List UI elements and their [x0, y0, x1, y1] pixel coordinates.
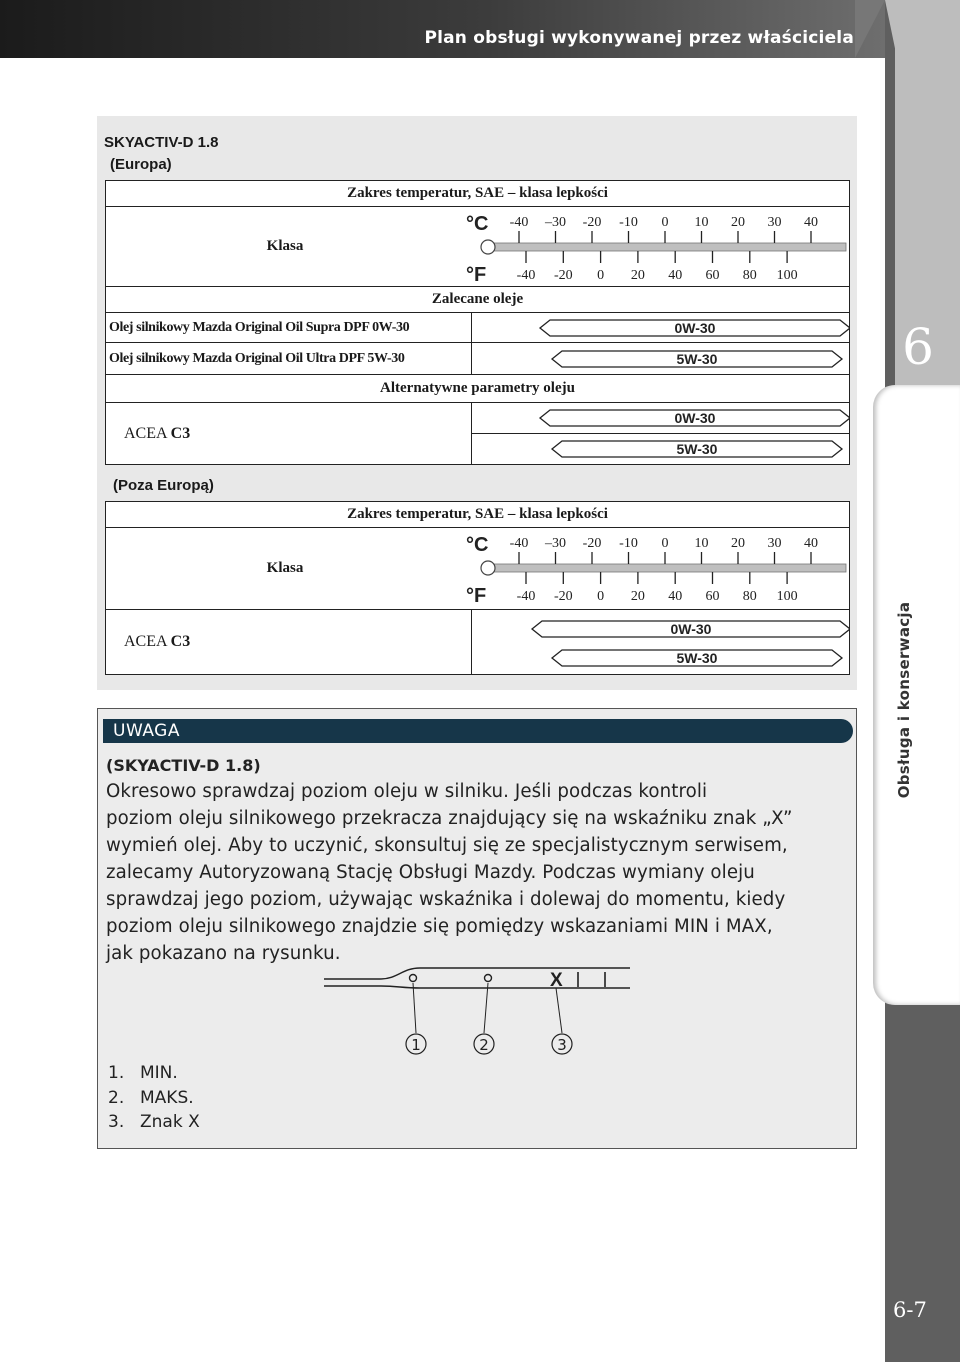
- legend-item-min: [108, 1063, 178, 1083]
- outside-range-header-row: [106, 502, 849, 528]
- oil-row-ultra: [106, 343, 849, 375]
- range-header: Zakres temperatur, SAE – klasa lepkości: [347, 506, 608, 522]
- europe-class-row: [106, 207, 849, 287]
- fahrenheit-tick-label: 0: [597, 268, 605, 283]
- celsius-tick-label: 40: [804, 536, 818, 551]
- grade-bar-cell: [472, 313, 849, 342]
- legend-num: 1.: [108, 1063, 125, 1083]
- fahrenheit-tick-label: -40: [516, 268, 536, 283]
- celsius-tick-label: 20: [731, 536, 745, 551]
- warning-text: [106, 778, 851, 967]
- europe-range-header-row: [106, 181, 849, 207]
- celsius-tick-label: 10: [694, 536, 709, 551]
- fahrenheit-tick-label: -20: [553, 268, 573, 283]
- alternative-header: Alternatywne parametry oleju: [380, 380, 575, 396]
- class-label: Klasa: [266, 560, 304, 576]
- class-label: Klasa: [266, 238, 304, 254]
- legend-item-max: [108, 1088, 194, 1108]
- temperature-scale: [464, 528, 849, 609]
- thermometer-bulb: [481, 561, 495, 575]
- acea-class: C3: [170, 633, 191, 650]
- celsius-tick-label: –30: [545, 215, 566, 230]
- europe-table: [105, 180, 850, 465]
- max-mark: [485, 975, 492, 982]
- grade-bar-5w30: [472, 643, 850, 673]
- grade-label: 0W-30: [674, 320, 716, 336]
- outside-class-row: [106, 528, 849, 610]
- grade-bar-0w30: [472, 614, 850, 644]
- page-number: 6-7: [893, 1298, 927, 1322]
- callout-3-label: 3: [557, 1036, 567, 1054]
- x-mark: X: [550, 970, 563, 991]
- celsius-unit: °C: [466, 213, 489, 235]
- grade-label: 5W-30: [676, 441, 718, 457]
- fahrenheit-tick-label: 60: [705, 589, 720, 604]
- acea-grade-cell: [472, 403, 849, 464]
- celsius-tick-label: –30: [545, 536, 566, 551]
- temperature-scale-graphic: [464, 207, 850, 287]
- warning-line: poziom oleju silnikowego przekracza znajdujący się na wskaźniku znak „X”: [106, 808, 793, 829]
- acea-prefix: ACEA: [124, 424, 167, 442]
- side-tab-chapter[interactable]: [873, 385, 960, 1005]
- region-europe-title: (Europa): [110, 156, 172, 173]
- range-header: Zakres temperatur, SAE – klasa lepkości: [347, 185, 608, 201]
- thermometer-tube: [488, 243, 846, 251]
- warning-line: zalecamy Autoryzowaną Stację Obsługi Mazdy. Podczas wymiany oleju: [106, 862, 755, 883]
- fahrenheit-tick-label: 40: [668, 589, 683, 604]
- europe-alternative-header-row: [106, 375, 849, 403]
- oil-row-supra: [106, 313, 849, 343]
- recommended-header: Zalecane oleje: [431, 291, 524, 307]
- chapter-title: Obsługa i konserwacja: [895, 601, 913, 799]
- oil-name: Olej silnikowy Mazda Original Oil Supra DPF 0W-30: [109, 319, 410, 335]
- legend-item-x: [108, 1112, 200, 1132]
- figure-model-title: SKYACTIV-D 1.8: [104, 134, 219, 151]
- fahrenheit-tick-label: 40: [668, 268, 683, 283]
- celsius-tick-label: 0: [661, 536, 669, 551]
- europe-acea-row: [106, 403, 849, 464]
- europe-recommended-header-row: [106, 287, 849, 313]
- acea-cell: [106, 610, 472, 674]
- warning-label: UWAGA: [113, 721, 180, 741]
- fahrenheit-tick-label: 20: [630, 589, 645, 604]
- grade-bar-5w30: [472, 343, 850, 375]
- legend-text: Znak X: [140, 1112, 200, 1132]
- callout-1-label: 1: [411, 1036, 421, 1054]
- acea-cell: [106, 403, 472, 464]
- chapter-number: 6: [902, 318, 934, 376]
- warning-line: poziom oleju silnikowego znajdzie się pomiędzy wskazaniami MIN i MAX,: [106, 916, 773, 937]
- acea-grade-cell: [472, 610, 849, 674]
- grade-bar-5w30: [472, 434, 850, 464]
- callout-2-label: 2: [479, 1036, 489, 1054]
- fahrenheit-tick-label: 20: [630, 268, 645, 283]
- warning-line: jak pokazano na rysunku.: [106, 943, 341, 964]
- grade-label: 5W-30: [676, 351, 718, 367]
- fahrenheit-tick-label: 100: [776, 268, 798, 283]
- celsius-tick-label: -10: [619, 215, 638, 230]
- thermometer-tube: [488, 564, 846, 572]
- fahrenheit-tick-label: -40: [516, 589, 536, 604]
- celsius-tick-label: 0: [661, 215, 669, 230]
- temperature-scale: [464, 207, 849, 286]
- legend-text: MAKS.: [140, 1088, 194, 1108]
- warning-line: wymień olej. Aby to uczynić, skonsultuj się ze specjalistycznym serwisem,: [106, 835, 788, 856]
- celsius-unit: °C: [466, 534, 489, 556]
- oil-name-cell: [106, 313, 472, 342]
- fahrenheit-tick-label: 0: [597, 589, 605, 604]
- celsius-tick-label: 10: [694, 215, 709, 230]
- page-header-cap: [855, 0, 885, 58]
- warning-line: Okresowo sprawdzaj poziom oleju w silniku. Jeśli podczas kontroli: [106, 781, 708, 802]
- min-mark: [410, 975, 417, 982]
- acea-spec: [106, 425, 190, 443]
- outside-europe-table: [105, 501, 850, 675]
- dipstick-illustration: [320, 960, 640, 1060]
- legend-num: 3.: [108, 1112, 125, 1132]
- celsius-tick-label: -40: [509, 536, 529, 551]
- grade-label: 0W-30: [674, 410, 716, 426]
- grade-bar-0w30: [472, 403, 850, 433]
- legend-num: 2.: [108, 1088, 125, 1108]
- grade-label: 5W-30: [676, 650, 718, 666]
- outside-acea-row: [106, 610, 849, 674]
- grade-label: 0W-30: [670, 621, 712, 637]
- warning-line: sprawdzaj jego poziom, używając wskaźnika i dolewaj do momentu, kiedy: [106, 889, 786, 910]
- celsius-tick-label: 40: [804, 215, 818, 230]
- region-outside-europe-title: (Poza Europą): [113, 477, 214, 494]
- acea-spec: [106, 633, 190, 651]
- fahrenheit-tick-label: 100: [776, 589, 798, 604]
- thermometer-bulb: [481, 240, 495, 254]
- fahrenheit-tick-label: 80: [742, 268, 757, 283]
- celsius-tick-label: 30: [767, 536, 782, 551]
- page-header-title: Plan obsługi wykonywanej przez właściciela: [424, 28, 854, 48]
- celsius-tick-label: -40: [509, 215, 529, 230]
- fahrenheit-tick-label: 60: [705, 268, 720, 283]
- fahrenheit-unit: °F: [466, 585, 487, 607]
- fahrenheit-tick-label: 80: [742, 589, 757, 604]
- celsius-tick-label: 30: [767, 215, 782, 230]
- celsius-tick-label: -20: [582, 536, 602, 551]
- celsius-tick-label: -10: [619, 536, 638, 551]
- acea-class: C3: [170, 424, 191, 442]
- grade-bar-0w30: [472, 313, 850, 343]
- celsius-tick-label: -20: [582, 215, 602, 230]
- oil-name-cell: [106, 343, 472, 374]
- fahrenheit-unit: °F: [466, 264, 487, 286]
- acea-prefix: ACEA: [124, 633, 167, 650]
- grade-bar-cell: [472, 343, 849, 374]
- warning-subtitle: (SKYACTIV-D 1.8): [106, 756, 261, 775]
- celsius-tick-label: 20: [731, 215, 745, 230]
- fahrenheit-tick-label: -20: [553, 589, 573, 604]
- warning-label-bar: [103, 719, 853, 743]
- temperature-scale-graphic: [464, 528, 850, 610]
- oil-name: Olej silnikowy Mazda Original Oil Ultra DPF 5W-30: [109, 350, 405, 366]
- legend-text: MIN.: [140, 1063, 178, 1083]
